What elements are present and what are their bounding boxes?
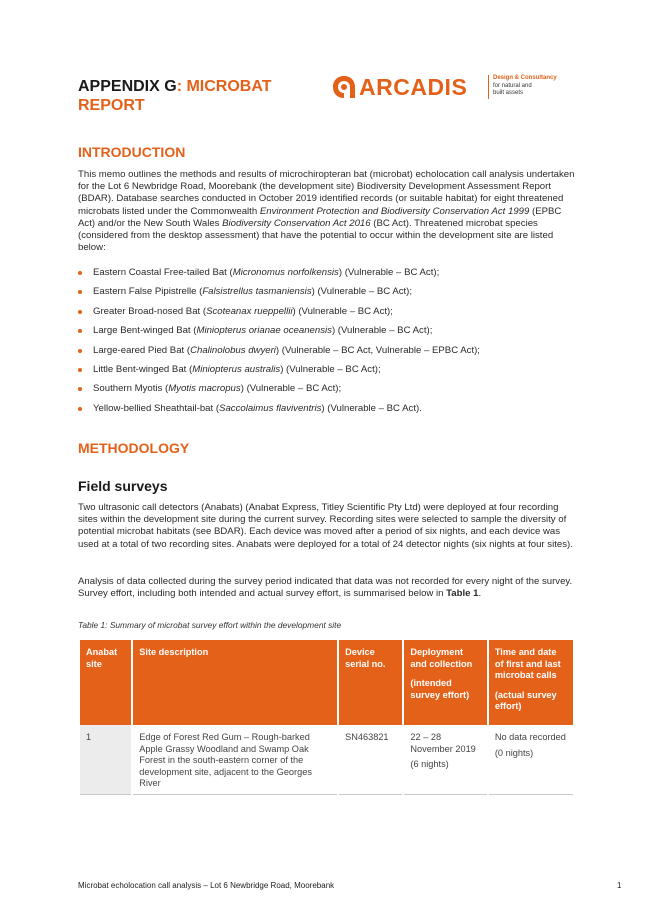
species-common-name: Eastern False Pipistrelle ( [93, 286, 203, 298]
table-header-row [80, 640, 573, 725]
bc-act-name: Biodiversity Conservation Act 2016 [222, 217, 371, 229]
species-list-item [78, 345, 578, 364]
intro-text-b: (EPBC Act) and/or the New South Wales [78, 205, 562, 229]
intro-text-a: This memo outlines the methods and results of microchiropteran bat (microbat) echolocation call analysis undertaken for the Lot 6 Newbridge Road, Moorebank (the development site) Biodiversity Development Assessment Report (BDAR). Database searches conducted in October 2019 identified records (or suitable habitat) for eight threatened microbats listed under the Commonwealth [78, 169, 575, 217]
species-list-item [78, 383, 578, 402]
species-scientific-name: Saccolaimus flaviventris [219, 402, 322, 414]
bullet-icon [78, 329, 82, 333]
bullet-icon [78, 349, 82, 353]
introduction-heading: INTRODUCTION [78, 144, 186, 160]
species-scientific-name: Micronomus norfolkensis [232, 267, 339, 278]
cell-description: Edge of Forest Red Gum – Rough-barked Apple Grassy Woodland and Swamp Oak Forest in the south-eastern corner of the development site, adjacent to the Georges River [133, 725, 337, 795]
header-device-serial: Device serial no. [339, 640, 402, 725]
cell-time [489, 725, 573, 795]
species-status: ) (Vulnerable – BC Act); [280, 363, 381, 375]
methodology-paragraph-1: Two ultrasonic call detectors (Anabats) (Anabat Express, Titley Scientific Pty Ltd) were deployed at four recording sites within the development site during the current survey. Recording sites were selected to sample the diversity of potential microbat habitats (see BDAR). Each device was moved after a period of six nights, and each device was used at a total of two recording sites. Anabats were deployed for a total of 24 detector nights (six nights at four sites). [78, 502, 573, 550]
species-scientific-name: Myotis macropus [168, 383, 241, 395]
species-list-item [78, 286, 578, 305]
species-status: ) (Vulnerable – BC Act); [311, 286, 413, 298]
header-time-date [489, 640, 573, 725]
bullet-icon [78, 387, 82, 391]
table-reference-link[interactable]: Table 1 [446, 588, 479, 600]
species-common-name: Greater Broad-nosed Bat ( [93, 305, 207, 317]
cell-deployment [404, 725, 486, 795]
footer-title: Microbat echolocation call analysis – Lot 6 Newbridge Road, Moorebank [78, 881, 335, 890]
epbc-act-name: Environment Protection and Biodiversity Conservation Act 1999 [259, 205, 530, 217]
arcadis-logo-icon [331, 74, 357, 100]
header-time-label: Time and date of first and last microbat calls [494, 647, 561, 681]
title-lead: APPENDIX G [78, 78, 177, 95]
introduction-paragraph [78, 169, 578, 254]
species-list-item [78, 403, 578, 422]
species-status: ) (Vulnerable – BC Act); [240, 383, 342, 395]
intro-text-c: (BC Act). Threatened microbat species (considered from the desktop assessment) that have the potential to occur within the development site are listed below: [78, 217, 554, 254]
logo-tagline-1: Design & Consultancy [493, 75, 557, 81]
header-anabat-site: Anabat site [80, 640, 131, 725]
bullet-icon [78, 407, 82, 411]
header-deployment-label: Deployment and collection [410, 647, 473, 669]
species-status: ) (Vulnerable – BC Act); [331, 325, 433, 337]
arcadis-logo [331, 72, 571, 104]
bullet-icon [78, 271, 82, 275]
page-title [78, 77, 328, 115]
species-common-name: Little Bent-winged Bat ( [93, 363, 193, 375]
species-list-item [78, 364, 578, 383]
species-status: ) (Vulnerable – BC Act); [292, 305, 393, 317]
species-list-item [78, 306, 578, 325]
logo-divider [488, 75, 489, 99]
species-list-item [78, 267, 578, 286]
header-deployment [404, 640, 486, 725]
logo-tagline-2: for natural and [493, 83, 532, 89]
species-common-name: Eastern Coastal Free-tailed Bat ( [93, 267, 233, 278]
cell-deployment-dates: 22 – 28 November 2019 [410, 732, 476, 754]
header-site-description: Site description [133, 640, 337, 725]
species-common-name: Large Bent-winged Bat ( [93, 325, 197, 337]
page-number: 1 [617, 881, 622, 890]
header-deployment-sub: (intended survey effort) [410, 678, 470, 700]
header-time-sub: (actual survey effort) [494, 689, 557, 712]
cell-serial: SN463821 [339, 725, 402, 795]
methodology-heading: METHODOLOGY [78, 440, 190, 456]
title-rest: : MICROBAT REPORT [78, 78, 272, 114]
species-list [78, 267, 578, 422]
methodology-paragraph-2 [78, 576, 578, 600]
logo-wordmark: ARCADIS [359, 74, 468, 100]
species-status: ) (Vulnerable – BC Act, Vulnerable – EPBC Act); [275, 344, 480, 356]
cell-deployment-nights: (6 nights) [410, 759, 449, 770]
table-caption: Table 1: Summary of microbat survey effort within the development site [78, 620, 342, 630]
species-common-name: Southern Myotis ( [93, 383, 169, 395]
species-common-name: Large-eared Pied Bat ( [93, 344, 191, 356]
bullet-icon [78, 310, 82, 314]
species-status: ) (Vulnerable – BC Act); [338, 267, 440, 278]
field-surveys-heading: Field surveys [78, 478, 168, 494]
methodology-paragraph-2-end: . [478, 588, 482, 600]
species-common-name: Yellow-bellied Sheathtail-bat ( [93, 402, 220, 414]
logo-tagline-3: built assets [493, 90, 524, 96]
bullet-icon [78, 290, 82, 294]
cell-time-nights: (0 nights) [494, 747, 534, 758]
species-scientific-name: Scoteanax rueppellii [206, 305, 293, 317]
species-list-item [78, 325, 578, 344]
bullet-icon [78, 368, 82, 372]
methodology-paragraph-2-text: Analysis of data collected during the survey period indicated that data was not recorded for every night of the survey. Survey effort, including both intended and actual survey effort, is summarised below in [78, 576, 573, 600]
table-row [80, 725, 573, 795]
survey-effort-table [78, 640, 575, 795]
cell-time-value: No data recorded [494, 732, 566, 742]
species-scientific-name: Miniopterus orianae oceanensis [196, 325, 332, 337]
species-scientific-name: Chalinolobus dwyeri [190, 344, 276, 356]
species-scientific-name: Miniopterus australis [192, 363, 281, 375]
cell-site: 1 [80, 725, 131, 795]
species-status: ) (Vulnerable – BC Act). [321, 402, 422, 414]
species-scientific-name: Falsistrellus tasmaniensis [202, 286, 312, 298]
